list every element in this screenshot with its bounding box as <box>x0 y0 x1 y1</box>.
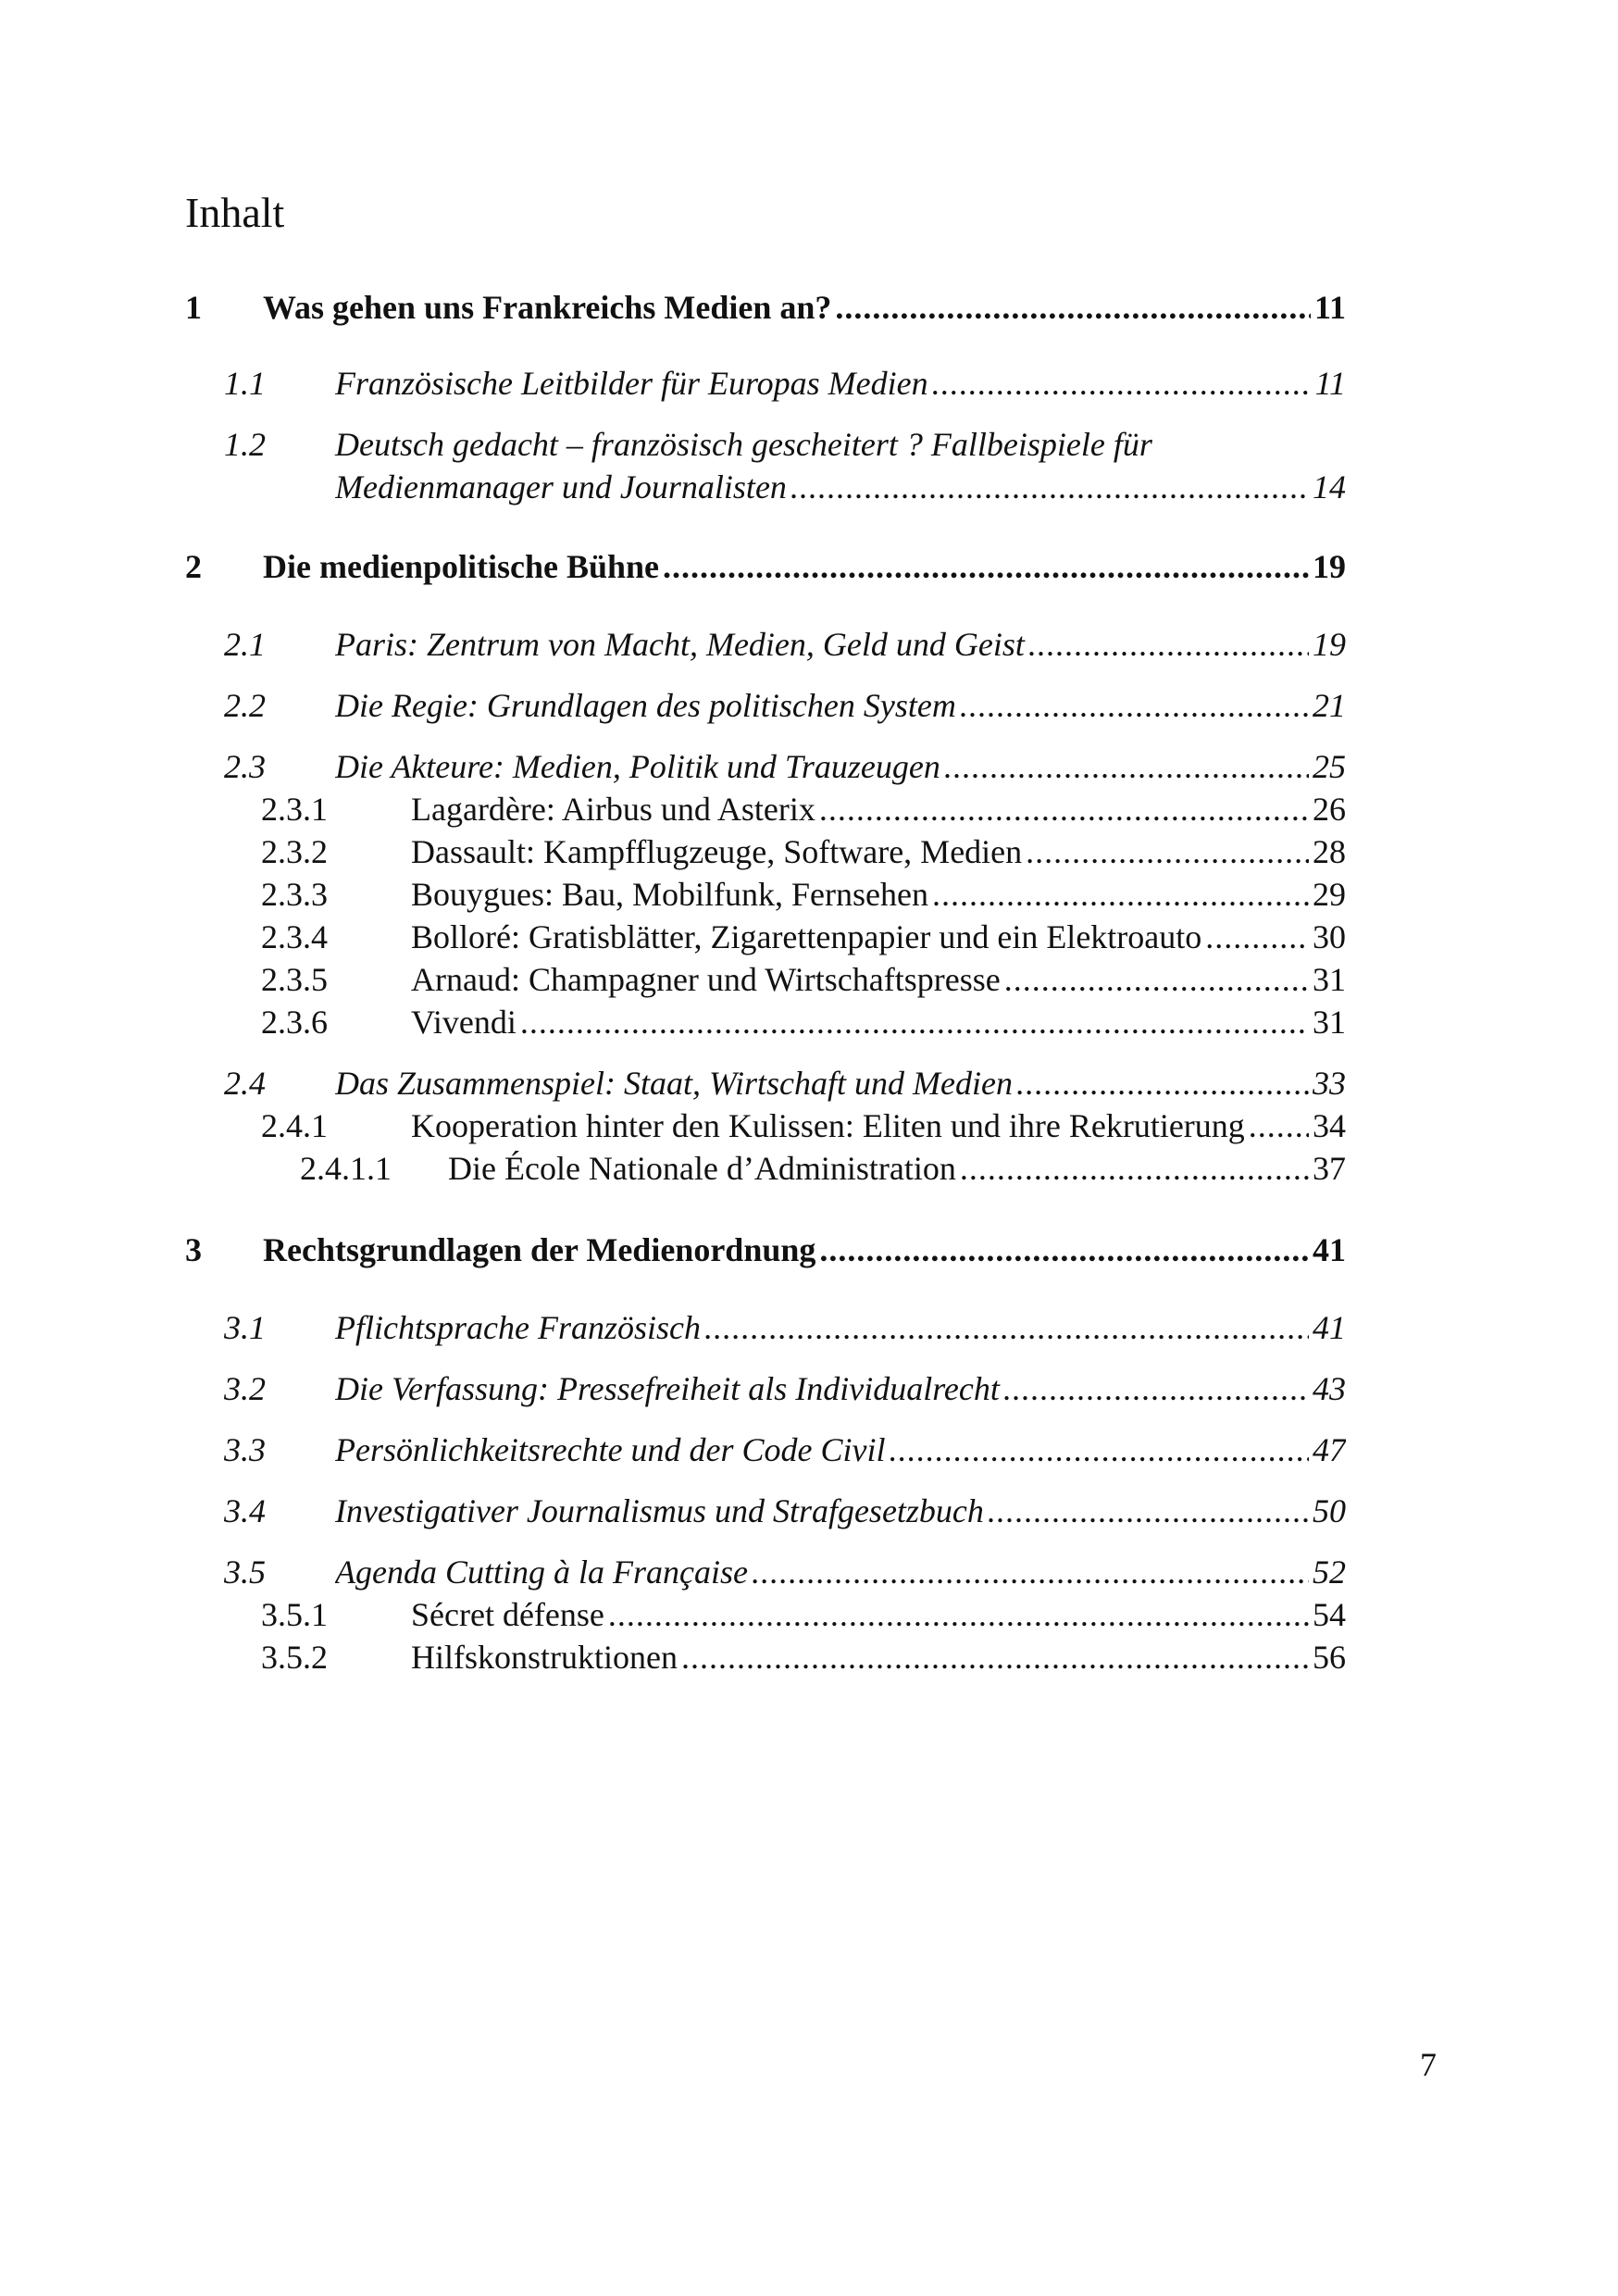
toc-entry-3-2[interactable] <box>0 1368 1444 1409</box>
toc-entry-1-1[interactable] <box>0 363 1444 404</box>
dot-leader <box>819 789 1309 830</box>
toc-entry-number: 2.2 <box>224 687 266 724</box>
toc-entry-number: 3 <box>185 1231 202 1268</box>
toc-entry-page: 30 <box>1313 918 1346 955</box>
toc-entry-number: 2.3.2 <box>261 833 328 870</box>
dot-leader <box>704 1307 1309 1348</box>
toc-entry-2-1[interactable] <box>0 624 1444 665</box>
toc-entry-3-1[interactable] <box>0 1307 1444 1348</box>
toc-entry-number: 1.2 <box>224 426 266 463</box>
dot-leader <box>835 287 1311 328</box>
toc-entry-2-3[interactable] <box>0 746 1444 787</box>
toc-entry-page: 26 <box>1313 791 1346 828</box>
toc-entry-number: 3.1 <box>224 1309 266 1346</box>
toc-entry-page: 28 <box>1313 833 1346 870</box>
toc-entry-number: 2.4 <box>224 1065 266 1102</box>
toc-entry-title: Das Zusammenspiel: Staat, Wirtschaft und Medien <box>335 1065 1013 1102</box>
dot-leader <box>932 363 1312 404</box>
toc-entry-page: 19 <box>1313 548 1346 585</box>
toc-entry-title: Vivendi <box>411 1004 517 1041</box>
dot-leader <box>1205 917 1309 957</box>
toc-entry-page: 52 <box>1313 1554 1346 1591</box>
toc-entry-title: Persönlichkeitsrechte und der Code Civil <box>335 1431 886 1468</box>
toc-entry-page: 19 <box>1313 626 1346 663</box>
toc-entry-1-2-cont[interactable] <box>0 467 1444 507</box>
toc-entry-title: Was gehen uns Frankreichs Medien an? <box>263 289 832 326</box>
toc-entry-page: 54 <box>1313 1596 1346 1633</box>
toc-entry-title: Sécret défense <box>411 1596 604 1633</box>
toc-entry-number: 2.3.5 <box>261 961 328 998</box>
toc-entry-number: 2 <box>185 548 202 585</box>
toc-entry-title: Die Regie: Grundlagen des politischen System <box>335 687 956 724</box>
toc-entry-title: Rechtsgrundlagen der Medienordnung <box>263 1231 816 1268</box>
toc-entry-number: 2.3 <box>224 748 266 785</box>
toc-entry-number: 2.3.6 <box>261 1004 328 1041</box>
toc-entry-page: 31 <box>1313 1004 1346 1041</box>
dot-leader <box>608 1594 1309 1635</box>
toc-entry-title-line2: Medienmanager und Journalisten <box>335 468 787 505</box>
toc-entry-number: 2.4.1.1 <box>300 1150 392 1187</box>
toc-entry-title: Paris: Zentrum von Macht, Medien, Geld und Geist <box>335 626 1025 663</box>
dot-leader <box>1026 831 1309 872</box>
toc-entry-2-3-4[interactable] <box>0 917 1444 957</box>
dot-leader <box>1016 1063 1309 1104</box>
dot-leader <box>890 1429 1309 1470</box>
toc-entry-1-2[interactable] <box>0 424 1444 465</box>
toc-heading: Inhalt <box>185 189 285 236</box>
dot-leader <box>752 1552 1309 1592</box>
toc-entry-3-5-2[interactable] <box>0 1637 1444 1678</box>
toc-entry-number: 2.3.4 <box>261 918 328 955</box>
toc-entry-title: Dassault: Kampfflugzeuge, Software, Medien <box>411 833 1023 870</box>
toc-entry-number: 3.3 <box>224 1431 266 1468</box>
toc-entry-title: Französische Leitbilder für Europas Medien <box>335 365 928 402</box>
toc-entry-2-3-3[interactable] <box>0 874 1444 915</box>
toc-entry-page: 50 <box>1313 1492 1346 1529</box>
toc-entry-page: 47 <box>1313 1431 1346 1468</box>
toc-entry-page: 41 <box>1313 1309 1346 1346</box>
toc-entry-number: 2.1 <box>224 626 266 663</box>
dot-leader <box>960 1148 1309 1189</box>
toc-entry-title: Bolloré: Gratisblätter, Zigarettenpapier und ein Elektroauto <box>411 918 1202 955</box>
toc-entry-page: 14 <box>1313 468 1346 505</box>
dot-leader <box>663 546 1309 587</box>
toc-entry-2-3-2[interactable] <box>0 831 1444 872</box>
dot-leader <box>1004 959 1309 1000</box>
toc-entry-number: 3.2 <box>224 1370 266 1407</box>
toc-entry-title-line1: Deutsch gedacht – französisch gescheitert ? Fallbeispiele für <box>335 426 1152 463</box>
toc-entry-title: Investigativer Journalismus und Strafgesetzbuch <box>335 1492 984 1529</box>
toc-entry-page: 11 <box>1314 365 1346 402</box>
toc-entry-number: 1.1 <box>224 365 266 402</box>
dot-leader <box>520 1002 1309 1042</box>
toc-entry-2-3-1[interactable] <box>0 789 1444 830</box>
toc-entry-3-5[interactable] <box>0 1552 1444 1592</box>
toc-entry-2-2[interactable] <box>0 685 1444 726</box>
toc-entry-3-5-1[interactable] <box>0 1594 1444 1635</box>
toc-entry-page: 56 <box>1313 1639 1346 1676</box>
page-number: 7 <box>1420 2046 1437 2083</box>
toc-entry-page: 21 <box>1313 687 1346 724</box>
dot-leader <box>1028 624 1309 665</box>
toc-entry-title: Agenda Cutting à la Française <box>335 1554 748 1591</box>
toc-entry-title: Hilfskonstruktionen <box>411 1639 678 1676</box>
dot-leader <box>681 1637 1309 1678</box>
toc-entry-3-4[interactable] <box>0 1491 1444 1531</box>
toc-entry-number: 3.5.2 <box>261 1639 328 1676</box>
toc-entry-number: 1 <box>185 289 202 326</box>
toc-entry-title: Die medienpolitische Bühne <box>263 548 660 585</box>
toc-entry-2-3-6[interactable] <box>0 1002 1444 1042</box>
toc-entry-page: 34 <box>1313 1107 1346 1144</box>
toc-entry-3[interactable] <box>0 1229 1444 1270</box>
toc-entry-number: 2.3.3 <box>261 876 328 913</box>
dot-leader <box>932 874 1309 915</box>
toc-entry-title: Die École Nationale d’Administration <box>448 1150 956 1187</box>
toc-entry-title: Lagardère: Airbus und Asterix <box>411 791 815 828</box>
dot-leader <box>1249 1105 1309 1146</box>
toc-entry-number: 3.5 <box>224 1554 266 1591</box>
toc-entry-3-3[interactable] <box>0 1429 1444 1470</box>
toc-entry-page: 41 <box>1313 1231 1346 1268</box>
toc-entry-page: 31 <box>1313 961 1346 998</box>
toc-entry-page: 33 <box>1313 1065 1346 1102</box>
toc-entry-page: 37 <box>1313 1150 1346 1187</box>
dot-leader <box>790 467 1309 507</box>
toc-entry-number: 3.5.1 <box>261 1596 328 1633</box>
toc-entry-number: 2.4.1 <box>261 1107 328 1144</box>
toc-entry-2-4[interactable] <box>0 1063 1444 1104</box>
toc-entry-page: 25 <box>1313 748 1346 785</box>
dot-leader <box>819 1229 1309 1270</box>
toc-entry-title: Kooperation hinter den Kulissen: Eliten und ihre Rekrutierung <box>411 1107 1245 1144</box>
toc-entry-title: Bouygues: Bau, Mobilfunk, Fernsehen <box>411 876 928 913</box>
toc-entry-page: 11 <box>1313 289 1346 326</box>
toc-entry-2-3-5[interactable] <box>0 959 1444 1000</box>
toc-entry-title: Pflichtsprache Französisch <box>335 1309 701 1346</box>
toc-entry-2[interactable] <box>0 546 1444 587</box>
toc-entry-2-4-1-1[interactable] <box>0 1148 1444 1189</box>
toc-entry-page: 29 <box>1313 876 1346 913</box>
toc-entry-number: 3.4 <box>224 1492 266 1529</box>
toc-entry-number: 2.3.1 <box>261 791 328 828</box>
toc-entry-page: 43 <box>1313 1370 1346 1407</box>
dot-leader <box>960 685 1309 726</box>
toc-entry-title: Die Verfassung: Pressefreiheit als Individualrecht <box>335 1370 1000 1407</box>
toc-entry-2-4-1[interactable] <box>0 1105 1444 1146</box>
dot-leader <box>944 746 1309 787</box>
toc-entry-title: Arnaud: Champagner und Wirtschaftspresse <box>411 961 1001 998</box>
toc-entry-title: Die Akteure: Medien, Politik und Trauzeugen <box>335 748 940 785</box>
dot-leader <box>988 1491 1309 1531</box>
dot-leader <box>1003 1368 1309 1409</box>
toc-entry-1[interactable] <box>0 287 1444 328</box>
